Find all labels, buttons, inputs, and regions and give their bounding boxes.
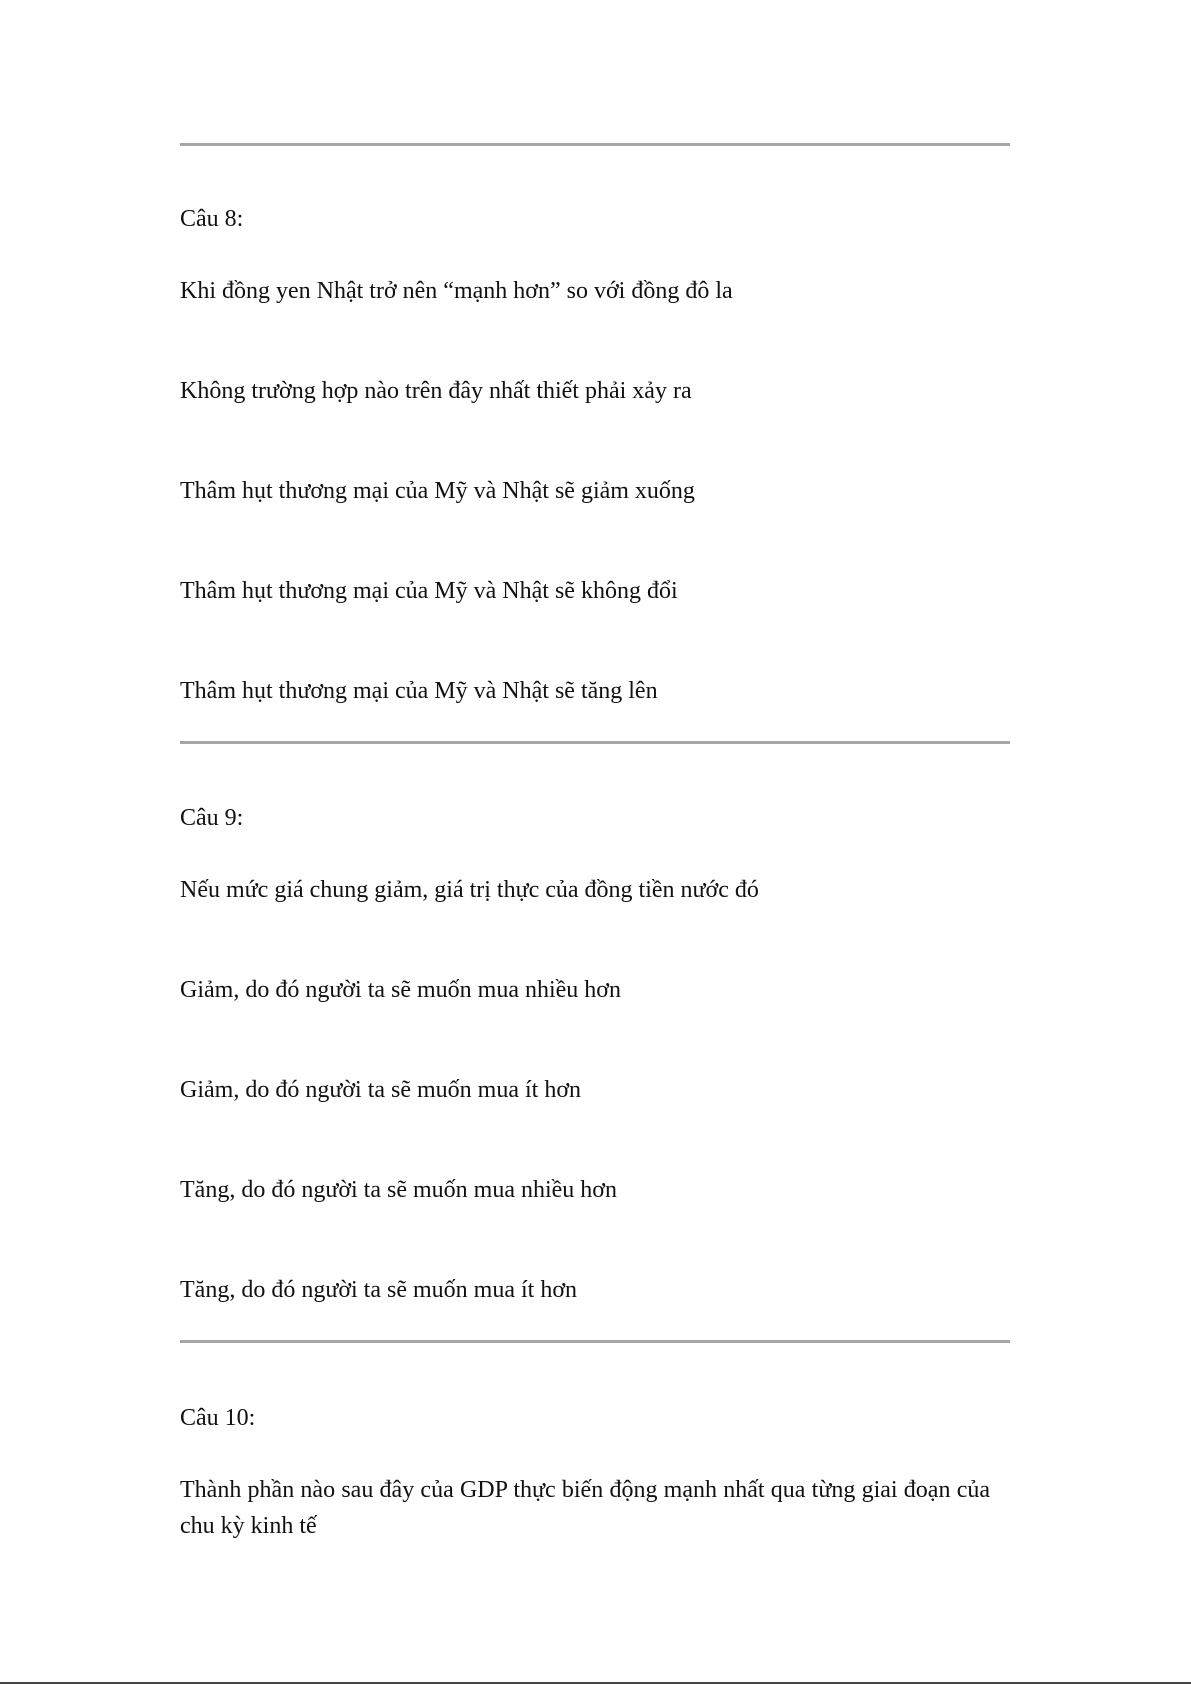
answer-option[interactable]: Tăng, do đó người ta sẽ muốn mua nhiều hơn xyxy=(180,1177,617,1203)
question-prompt: Nếu mức giá chung giảm, giá trị thực của đồng tiền nước đó xyxy=(180,877,759,903)
answer-option[interactable]: Thâm hụt thương mại của Mỹ và Nhật sẽ không đổi xyxy=(180,578,678,604)
answer-option[interactable]: Thâm hụt thương mại của Mỹ và Nhật sẽ tăng lên xyxy=(180,678,658,704)
answer-option[interactable]: Giảm, do đó người ta sẽ muốn mua ít hơn xyxy=(180,1077,582,1103)
question-prompt: Thành phần nào sau đây của GDP thực biến động mạnh nhất qua từng giai đoạn của chu kỳ kinh tế xyxy=(180,1477,990,1539)
separator-rule xyxy=(180,1340,1010,1343)
question-label: Câu 8: xyxy=(180,206,244,232)
answer-option[interactable]: Giảm, do đó người ta sẽ muốn mua nhiều hơn xyxy=(180,977,621,1003)
answer-option[interactable]: Không trường hợp nào trên đây nhất thiết phải xảy ra xyxy=(180,378,692,404)
page-bottom-edge xyxy=(0,1682,1191,1684)
separator-rule-top xyxy=(180,143,1010,146)
question-label: Câu 9: xyxy=(180,805,244,831)
question-prompt: Khi đồng yen Nhật trở nên “mạnh hơn” so với đồng đô la xyxy=(180,278,733,304)
answer-option[interactable]: Tăng, do đó người ta sẽ muốn mua ít hơn xyxy=(180,1277,578,1303)
answer-option[interactable]: Thâm hụt thương mại của Mỹ và Nhật sẽ giảm xuống xyxy=(180,478,695,504)
separator-rule xyxy=(180,741,1010,744)
question-label: Câu 10: xyxy=(180,1405,256,1431)
